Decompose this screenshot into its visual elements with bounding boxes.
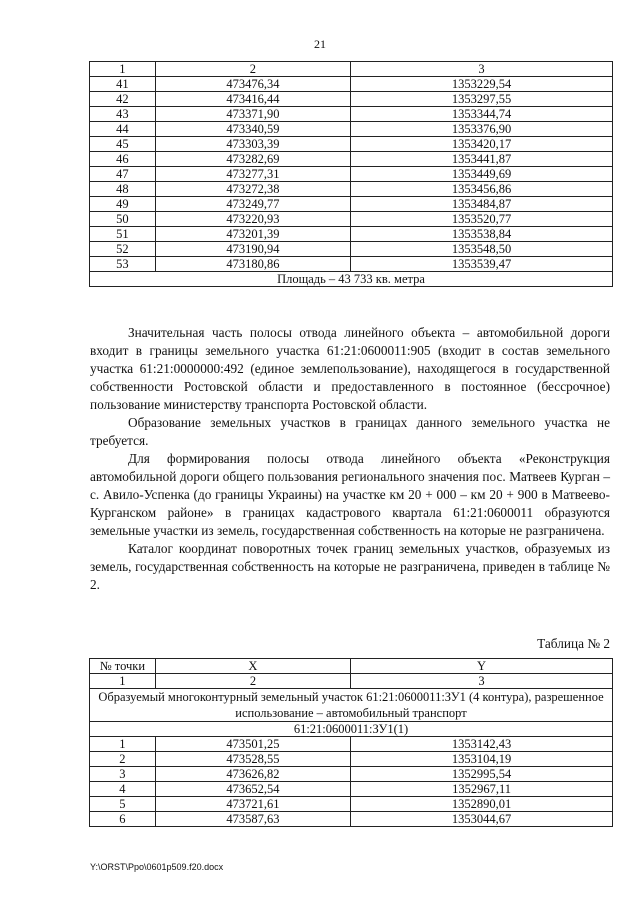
table-row [90, 242, 613, 257]
table-cell: 1353548,50 [351, 242, 613, 257]
table-cell: 473528,55 [155, 752, 350, 767]
table-cell: 473416,44 [155, 92, 350, 107]
table-cell: 473476,34 [155, 77, 350, 92]
table-row [90, 782, 613, 797]
file-path-footer: Y:\ORST\Ppo\0601p509.f20.docx [90, 862, 224, 872]
area-row [90, 272, 613, 287]
table-cell: 1353297,55 [351, 92, 613, 107]
column-header: № точки [90, 659, 156, 674]
table-cell: 3 [90, 767, 156, 782]
table-row [90, 122, 613, 137]
table-cell: 1353376,90 [351, 122, 613, 137]
table-cell: 47 [90, 167, 156, 182]
table-cell: 1353520,77 [351, 212, 613, 227]
table-row [90, 182, 613, 197]
table-cell: 473340,59 [155, 122, 350, 137]
table-row [90, 107, 613, 122]
body-text [90, 324, 610, 594]
column-number: 3 [351, 674, 613, 689]
table-cell: 2 [90, 752, 156, 767]
table-header-row [90, 659, 613, 674]
table-cell: 42 [90, 92, 156, 107]
table-cell: 50 [90, 212, 156, 227]
table-cell: 473501,25 [155, 737, 350, 752]
area-total: Площадь – 43 733 кв. метра [90, 272, 613, 287]
table-cell: 1353104,19 [351, 752, 613, 767]
table-cell: 53 [90, 257, 156, 272]
table-cell: 1353044,67 [351, 812, 613, 827]
column-number: 3 [351, 62, 613, 77]
column-number-row [90, 62, 613, 77]
table-cell: 49 [90, 197, 156, 212]
table-row [90, 797, 613, 812]
column-number: 2 [155, 674, 350, 689]
table-cell: 41 [90, 77, 156, 92]
table-cell: 1353344,74 [351, 107, 613, 122]
table-cell: 1352967,11 [351, 782, 613, 797]
table-cell: 1353456,86 [351, 182, 613, 197]
table-cell: 1353538,84 [351, 227, 613, 242]
table-cell: 473371,90 [155, 107, 350, 122]
table-row [90, 257, 613, 272]
table-cell: 6 [90, 812, 156, 827]
table-cell: 43 [90, 107, 156, 122]
paragraph: Для формирования полосы отвода линейного объекта «Реконструкция автомобильной дороги общего пользования регионального значения пос. Матвеев Курган – с. Авило-Успенка (до границы Украины) на участке км 20 + 000 – км 20 + 900 в Матвеево-Курганском районе» в границах кадастрового квартала 61:21:0600011 образуются земельные участки из земель, государственная собственность на которые не разграничена. [90, 451, 610, 538]
table-cell: 1352995,54 [351, 767, 613, 782]
contour-label: 61:21:0600011:ЗУ1(1) [90, 722, 613, 737]
table-cell: 45 [90, 137, 156, 152]
table-cell: 473277,31 [155, 167, 350, 182]
column-number-row [90, 674, 613, 689]
table-cell: 1 [90, 737, 156, 752]
contour-row [90, 722, 613, 737]
parcel-description-row [90, 689, 613, 722]
table-row [90, 767, 613, 782]
table-cell: 4 [90, 782, 156, 797]
column-header: X [155, 659, 350, 674]
table-cell: 473626,82 [155, 767, 350, 782]
paragraph: Образование земельных участков в границах данного земельного участка не требуется. [90, 415, 610, 448]
table-cell: 1353484,87 [351, 197, 613, 212]
table-cell: 1352890,01 [351, 797, 613, 812]
coordinates-table-continued [89, 61, 613, 287]
table-row [90, 737, 613, 752]
table-cell: 1353539,47 [351, 257, 613, 272]
table-cell: 473220,93 [155, 212, 350, 227]
table-cell: 48 [90, 182, 156, 197]
table-cell: 473272,38 [155, 182, 350, 197]
table-row [90, 812, 613, 827]
paragraph: Каталог координат поворотных точек границ земельных участков, образуемых из земель, государственная собственность на которые не разграничена, приведен в таблице № 2. [90, 541, 610, 592]
table-cell: 473201,39 [155, 227, 350, 242]
table-row [90, 227, 613, 242]
table-row [90, 77, 613, 92]
parcel-description: Образуемый многоконтурный земельный участок 61:21:0600011:ЗУ1 (4 контура), разрешенное использование – автомобильный транспорт [90, 689, 613, 722]
table-cell: 44 [90, 122, 156, 137]
column-number: 1 [90, 674, 156, 689]
column-number: 2 [155, 62, 350, 77]
table-cell: 1353142,43 [351, 737, 613, 752]
table-row [90, 167, 613, 182]
table-row [90, 212, 613, 227]
table-cell: 473190,94 [155, 242, 350, 257]
table-cell: 473180,86 [155, 257, 350, 272]
table-cell: 1353441,87 [351, 152, 613, 167]
table-cell: 46 [90, 152, 156, 167]
table-cell: 473282,69 [155, 152, 350, 167]
table-cell: 473652,54 [155, 782, 350, 797]
table-cell: 1353229,54 [351, 77, 613, 92]
paragraph: Значительная часть полосы отвода линейного объекта – автомобильной дороги входит в границы земельного участка 61:21:0600011:905 (входит в состав земельного участка 61:21:0000000:492 (единое землепользование), находящегося в государственной собственности Ростовской области и предоставленного в постоянное (бессрочное) пользование министерству транспорта Ростовской области. [90, 325, 610, 412]
table-cell: 473721,61 [155, 797, 350, 812]
table-cell: 473249,77 [155, 197, 350, 212]
table-caption: Таблица № 2 [537, 636, 610, 651]
column-header: Y [351, 659, 613, 674]
table-cell: 473587,63 [155, 812, 350, 827]
page-number: 21 [314, 37, 326, 51]
table-cell: 1353449,69 [351, 167, 613, 182]
table-row [90, 92, 613, 107]
table-cell: 52 [90, 242, 156, 257]
table-cell: 473303,39 [155, 137, 350, 152]
table-cell: 1353420,17 [351, 137, 613, 152]
table-cell: 5 [90, 797, 156, 812]
table-cell: 51 [90, 227, 156, 242]
table-row [90, 197, 613, 212]
table-row [90, 152, 613, 167]
table-row [90, 752, 613, 767]
coordinates-table-2 [89, 658, 613, 827]
column-number: 1 [90, 62, 156, 77]
table-row [90, 137, 613, 152]
